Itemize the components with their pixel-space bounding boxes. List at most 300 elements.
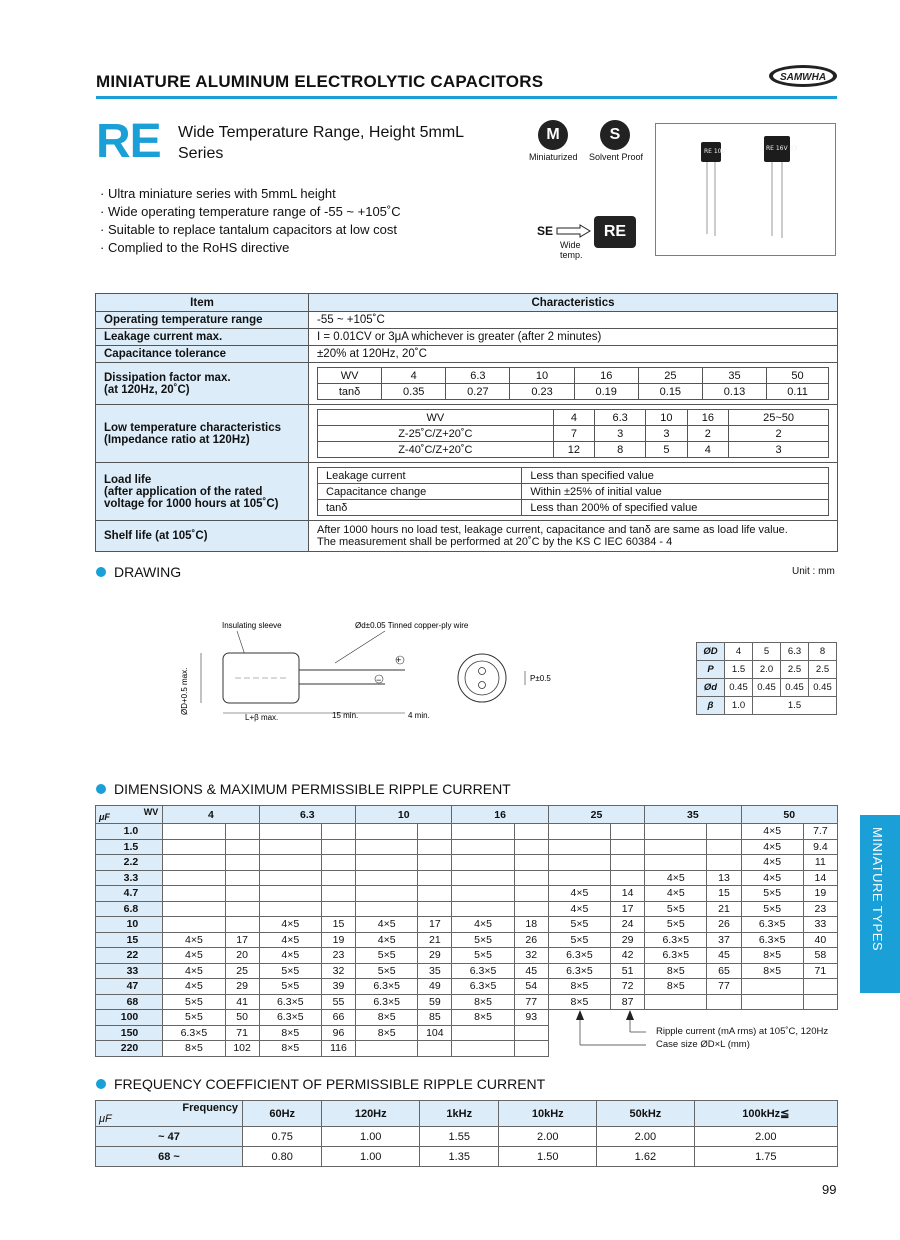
leakage-label: Leakage current max.: [96, 329, 309, 346]
table-row: [96, 917, 838, 933]
table-cell: [418, 839, 452, 855]
bullet-dot-icon: [96, 784, 106, 794]
table-cell: 10: [646, 410, 687, 426]
table-cell: [259, 855, 321, 871]
table-row: [96, 994, 838, 1010]
table-row: [318, 410, 829, 426]
table-cell: [163, 886, 225, 902]
table-cell: tanδ: [318, 384, 382, 400]
table-cell: 6.3×5: [645, 948, 707, 964]
table-cell: 4×5: [163, 948, 225, 964]
table-cell: 5×5: [163, 994, 225, 1010]
table-cell: 4×5: [741, 870, 803, 886]
table-cell: 24: [611, 917, 645, 933]
table-row: [96, 1010, 838, 1026]
cap-tolerance-value: ±20% at 120Hz, 20˚C: [309, 346, 838, 363]
table-cell: 1.55: [420, 1127, 499, 1147]
table-cell: 72: [611, 979, 645, 995]
table-cell: [418, 901, 452, 917]
table-cell: 5×5: [645, 901, 707, 917]
table-cell: 19: [321, 932, 355, 948]
table-cell: 4×5: [741, 855, 803, 871]
table-cell: [707, 855, 741, 871]
table-cell: 1.62: [597, 1147, 695, 1167]
table-cell: [259, 839, 321, 855]
svg-text:ØD+0.5 max.: ØD+0.5 max.: [180, 667, 189, 715]
table-cell: 45: [514, 963, 548, 979]
table-cell: [356, 839, 418, 855]
table-cell: 2: [729, 426, 829, 442]
frequency-header: 50kHz: [597, 1101, 695, 1127]
table-cell: 0.45: [809, 679, 837, 697]
table-cell: 6.3×5: [548, 948, 610, 964]
table-cell: 6.3×5: [452, 979, 514, 995]
table-cell: [321, 839, 355, 855]
table-cell: 2.5: [781, 661, 809, 679]
table-cell: 6.3: [595, 410, 646, 426]
table-cell: 1.00: [322, 1147, 420, 1167]
dimensions-section-title: DIMENSIONS & MAXIMUM PERMISSIBLE RIPPLE CURRENT: [96, 781, 511, 797]
table-cell: 22: [96, 948, 163, 964]
table-cell: [163, 917, 225, 933]
pitch-table: [696, 642, 837, 715]
table-cell: 23: [803, 901, 837, 917]
table-cell: 59: [418, 994, 452, 1010]
table-cell: 0.45: [753, 679, 781, 697]
table-cell: 0.19: [574, 384, 638, 400]
table-cell: β: [697, 697, 725, 715]
table-cell: 7: [553, 426, 594, 442]
table-cell: 4: [725, 643, 753, 661]
table-cell: 14: [611, 886, 645, 902]
table-cell: 45: [707, 948, 741, 964]
table-cell: 2.5: [809, 661, 837, 679]
re-box: RE: [594, 216, 636, 248]
page-title: MINIATURE ALUMINUM ELECTROLYTIC CAPACITORS: [96, 72, 544, 91]
table-cell: 0.11: [767, 384, 829, 400]
table-cell: 5×5: [548, 932, 610, 948]
table-cell: 29: [611, 932, 645, 948]
feature-item: · Complied to the RoHS directive: [100, 240, 290, 255]
table-cell: 6.3×5: [259, 994, 321, 1010]
table-cell: 6.3×5: [741, 917, 803, 933]
capacitor-photo-icon: [656, 124, 834, 254]
svg-text:−: −: [376, 675, 382, 685]
table-cell: Ød: [697, 679, 725, 697]
table-cell: [514, 1025, 548, 1041]
table-cell: 4×5: [163, 963, 225, 979]
se-label: SE: [537, 224, 554, 238]
table-cell: [741, 979, 803, 995]
table-cell: 8×5: [452, 994, 514, 1010]
table-cell: [356, 870, 418, 886]
table-cell: Z-25˚C/Z+20˚C: [318, 426, 554, 442]
table-cell: [321, 870, 355, 886]
table-cell: [163, 855, 225, 871]
df-label: Dissipation factor max. (at 120Hz, 20˚C): [96, 363, 309, 405]
table-cell: 5×5: [548, 917, 610, 933]
table-cell: [321, 886, 355, 902]
table-cell: 4: [687, 442, 728, 458]
voltage-header: 4: [163, 806, 259, 824]
table-cell: 35: [418, 963, 452, 979]
table-cell: 39: [321, 979, 355, 995]
table-row: [96, 1101, 838, 1127]
table-cell: 6.3×5: [163, 1025, 225, 1041]
table-cell: 25: [225, 963, 259, 979]
table-cell: [356, 886, 418, 902]
table-cell: [452, 886, 514, 902]
table-cell: [418, 855, 452, 871]
table-row: [96, 824, 838, 840]
table-cell: [321, 855, 355, 871]
table-cell: 6.3×5: [452, 963, 514, 979]
table-cell: 0.15: [638, 384, 702, 400]
table-cell: 8: [809, 643, 837, 661]
table-cell: 6.3×5: [356, 979, 418, 995]
table-cell: 14: [803, 870, 837, 886]
table-cell: [418, 1041, 452, 1057]
uf-label: μF: [99, 812, 110, 822]
table-cell: Z-40˚C/Z+20˚C: [318, 442, 554, 458]
table-cell: 16: [574, 368, 638, 384]
case-size-note: Case size ØD×L (mm): [656, 1039, 750, 1050]
table-cell: 8×5: [741, 963, 803, 979]
voltage-header: 6.3: [259, 806, 355, 824]
table-cell: 68 ~: [96, 1147, 243, 1167]
table-cell: 2.00: [597, 1127, 695, 1147]
table-row: [96, 901, 838, 917]
table-cell: 4×5: [356, 932, 418, 948]
table-cell: 16: [687, 410, 728, 426]
frequency-header: 1kHz: [420, 1101, 499, 1127]
table-cell: 41: [225, 994, 259, 1010]
ripple-note-arrows: [576, 1010, 646, 1050]
table-cell: [452, 1041, 514, 1057]
table-cell: [225, 839, 259, 855]
table-cell: 0.75: [243, 1127, 322, 1147]
table-cell: 77: [707, 979, 741, 995]
table-cell: 100: [96, 1010, 163, 1026]
table-cell: [225, 886, 259, 902]
table-cell: 93: [514, 1010, 548, 1026]
table-cell: [452, 839, 514, 855]
table-cell: [163, 824, 225, 840]
table-row: [96, 855, 838, 871]
table-cell: 26: [514, 932, 548, 948]
table-cell: 8×5: [645, 963, 707, 979]
feature-item: · Suitable to replace tantalum capacitors at low cost: [100, 222, 397, 237]
table-cell: 6.3×5: [645, 932, 707, 948]
table-cell: [707, 824, 741, 840]
table-cell: [259, 886, 321, 902]
table-row: [96, 870, 838, 886]
series-code: RE: [96, 115, 161, 168]
table-cell: 6.8: [96, 901, 163, 917]
table-row: [697, 679, 837, 697]
table-cell: [452, 824, 514, 840]
drawing-section-title: DRAWING: [96, 564, 181, 580]
table-cell: 4×5: [163, 979, 225, 995]
table-cell: [259, 824, 321, 840]
table-cell: [645, 855, 707, 871]
table-cell: 5×5: [259, 979, 321, 995]
table-cell: 4×5: [259, 948, 321, 964]
op-temp-label: Operating temperature range: [96, 312, 309, 329]
table-cell: [548, 824, 610, 840]
svg-text:15 min.: 15 min.: [332, 711, 359, 720]
table-cell: [259, 870, 321, 886]
frequency-header: 60Hz: [243, 1101, 322, 1127]
table-cell: [611, 824, 645, 840]
table-cell: 8×5: [645, 979, 707, 995]
table-cell: 5: [646, 442, 687, 458]
table-cell: 1.5: [753, 697, 837, 715]
table-row: [96, 839, 838, 855]
feature-item: · Ultra miniature series with 5mmL height: [100, 186, 336, 201]
svg-text:P±0.5: P±0.5: [530, 674, 551, 683]
frequency-table: [95, 1100, 838, 1167]
table-cell: 18: [514, 917, 548, 933]
table-row: [96, 1147, 838, 1167]
table-row: [318, 500, 829, 516]
table-cell: 19: [803, 886, 837, 902]
table-cell: 4×5: [356, 917, 418, 933]
table-cell: 33: [803, 917, 837, 933]
table-cell: 25: [638, 368, 702, 384]
table-cell: 4×5: [741, 839, 803, 855]
table-cell: 26: [707, 917, 741, 933]
table-cell: 3: [595, 426, 646, 442]
svg-text:Insulating sleeve: Insulating sleeve: [222, 621, 282, 630]
table-cell: 37: [707, 932, 741, 948]
table-cell: 8×5: [548, 994, 610, 1010]
table-cell: 6.3×5: [548, 963, 610, 979]
svg-text:Ød±0.05 Tinned copper-ply wire: Ød±0.05 Tinned copper-ply wire: [355, 621, 469, 630]
table-cell: [418, 870, 452, 886]
table-cell: 17: [418, 917, 452, 933]
table-cell: 2.00: [694, 1127, 837, 1147]
table-cell: [514, 839, 548, 855]
voltage-header: 35: [645, 806, 741, 824]
table-cell: 5×5: [356, 963, 418, 979]
table-cell: 15: [707, 886, 741, 902]
low-temp-label: Low temperature characteristics (Impedance ratio at 120Hz): [96, 405, 309, 463]
table-cell: 77: [514, 994, 548, 1010]
voltage-header: 50: [741, 806, 837, 824]
header-divider: [96, 96, 837, 99]
table-cell: 8×5: [259, 1041, 321, 1057]
table-cell: 87: [611, 994, 645, 1010]
table-cell: 66: [321, 1010, 355, 1026]
table-cell: 4×5: [548, 886, 610, 902]
table-cell: [418, 886, 452, 902]
table-cell: 1.00: [322, 1127, 420, 1147]
table-cell: [645, 839, 707, 855]
table-cell: 1.5: [725, 661, 753, 679]
table-cell: 51: [611, 963, 645, 979]
table-cell: Leakage current: [318, 468, 522, 484]
table-cell: 20: [225, 948, 259, 964]
table-cell: 6.3×5: [259, 1010, 321, 1026]
table-cell: [514, 855, 548, 871]
shelf-life-value: After 1000 hours no load test, leakage current, capacitance and tanδ are same as load life value. The measurement shall be performed at 20˚C by the KS C IEC 60384 - 4: [309, 521, 838, 552]
ripple-note: Ripple current (mA rms) at 105˚C, 120Hz: [656, 1026, 829, 1037]
table-cell: 5×5: [356, 948, 418, 964]
table-cell: [803, 979, 837, 995]
table-cell: [225, 917, 259, 933]
dimensions-table: [95, 805, 838, 1057]
table-cell: [645, 994, 707, 1010]
table-cell: 0.13: [702, 384, 766, 400]
table-cell: 150: [96, 1025, 163, 1041]
table-cell: 65: [707, 963, 741, 979]
table-cell: 4×5: [645, 870, 707, 886]
table-cell: Within ±25% of initial value: [522, 484, 829, 500]
capacitor-drawing: [175, 615, 575, 735]
table-cell: 5×5: [452, 948, 514, 964]
table-cell: 85: [418, 1010, 452, 1026]
table-cell: 1.50: [499, 1147, 597, 1167]
table-cell: 4: [382, 368, 446, 384]
table-cell: 2.0: [753, 661, 781, 679]
table-cell: 0.23: [510, 384, 574, 400]
table-cell: 5×5: [163, 1010, 225, 1026]
table-cell: 2.00: [499, 1127, 597, 1147]
table-row: [318, 442, 829, 458]
table-cell: 58: [803, 948, 837, 964]
table-cell: 33: [96, 963, 163, 979]
table-cell: Less than 200% of specified value: [522, 500, 829, 516]
table-cell: 10: [510, 368, 574, 384]
table-cell: [356, 901, 418, 917]
table-cell: 3: [646, 426, 687, 442]
table-cell: 13: [707, 870, 741, 886]
table-cell: 96: [321, 1025, 355, 1041]
table-cell: 4×5: [548, 901, 610, 917]
table-cell: 6.3×5: [741, 932, 803, 948]
freq-uf-header: [96, 1101, 243, 1127]
table-cell: 15: [96, 932, 163, 948]
table-cell: 8: [595, 442, 646, 458]
miniaturized-mark-icon: M: [538, 120, 568, 150]
solvent-proof-label: Solvent Proof: [589, 152, 644, 162]
load-life-label: Load life (after application of the rated voltage for 1000 hours at 105˚C): [96, 463, 309, 521]
table-cell: 68: [96, 994, 163, 1010]
table-cell: 17: [611, 901, 645, 917]
table-row: [318, 468, 829, 484]
table-cell: 0.80: [243, 1147, 322, 1167]
product-photo: [655, 123, 836, 256]
bullet-dot-icon: [96, 567, 106, 577]
solvent-proof-mark-icon: S: [600, 120, 630, 150]
table-cell: 7.7: [803, 824, 837, 840]
table-cell: 32: [321, 963, 355, 979]
frequency-header: 100kHz≦: [694, 1101, 837, 1127]
table-cell: [514, 901, 548, 917]
table-cell: [356, 824, 418, 840]
table-cell: 9.4: [803, 839, 837, 855]
table-cell: 5×5: [741, 886, 803, 902]
table-cell: 104: [418, 1025, 452, 1041]
table-cell: [548, 870, 610, 886]
side-tab: MINIATURE TYPES: [860, 815, 900, 993]
table-cell: 54: [514, 979, 548, 995]
frequency-header: 10kHz: [499, 1101, 597, 1127]
table-cell: 220: [96, 1041, 163, 1057]
table-cell: [611, 839, 645, 855]
table-row: [96, 886, 838, 902]
table-cell: 29: [418, 948, 452, 964]
table-row: [96, 806, 838, 824]
table-row: [96, 979, 838, 995]
table-cell: WV: [318, 368, 382, 384]
table-cell: 8×5: [163, 1041, 225, 1057]
table-cell: [514, 824, 548, 840]
table-cell: 4×5: [452, 917, 514, 933]
table-cell: 50: [225, 1010, 259, 1026]
table-cell: 1.5: [96, 839, 163, 855]
logo-text: SAMWHA: [779, 72, 827, 83]
table-cell: WV: [318, 410, 554, 426]
table-cell: [225, 870, 259, 886]
uf-label: μF: [99, 1113, 112, 1125]
table-cell: 55: [321, 994, 355, 1010]
svg-text:+: +: [396, 655, 402, 665]
table-cell: 4×5: [259, 917, 321, 933]
table-row: [96, 932, 838, 948]
table-cell: 40: [803, 932, 837, 948]
table-cell: 116: [321, 1041, 355, 1057]
table-cell: 8×5: [356, 1010, 418, 1026]
table-cell: 3.3: [96, 870, 163, 886]
table-cell: [741, 994, 803, 1010]
table-cell: 6.3: [446, 368, 510, 384]
table-cell: 32: [514, 948, 548, 964]
characteristics-header: Characteristics: [309, 294, 838, 312]
table-cell: [452, 901, 514, 917]
item-header: Item: [96, 294, 309, 312]
shelf-life-label: Shelf life (at 105˚C): [96, 521, 309, 552]
svg-text:4 min.: 4 min.: [408, 711, 430, 720]
table-cell: 35: [702, 368, 766, 384]
table-row: [697, 661, 837, 679]
table-cell: 29: [225, 979, 259, 995]
table-cell: 4×5: [259, 932, 321, 948]
table-cell: 8×5: [452, 1010, 514, 1026]
table-cell: [514, 1041, 548, 1057]
load-life-table: [317, 467, 829, 516]
table-row: [697, 697, 837, 715]
voltage-header: 16: [452, 806, 548, 824]
table-cell: 0.45: [781, 679, 809, 697]
table-cell: 71: [803, 963, 837, 979]
table-cell: 25~50: [729, 410, 829, 426]
table-cell: 49: [418, 979, 452, 995]
table-cell: [452, 1025, 514, 1041]
table-cell: 10: [96, 917, 163, 933]
table-cell: 15: [321, 917, 355, 933]
table-cell: 5×5: [452, 932, 514, 948]
table-cell: [452, 870, 514, 886]
table-cell: [356, 855, 418, 871]
table-cell: [803, 994, 837, 1010]
table-cell: 50: [767, 368, 829, 384]
table-row: [96, 963, 838, 979]
characteristics-table: [95, 293, 838, 552]
table-cell: P: [697, 661, 725, 679]
table-cell: Capacitance change: [318, 484, 522, 500]
